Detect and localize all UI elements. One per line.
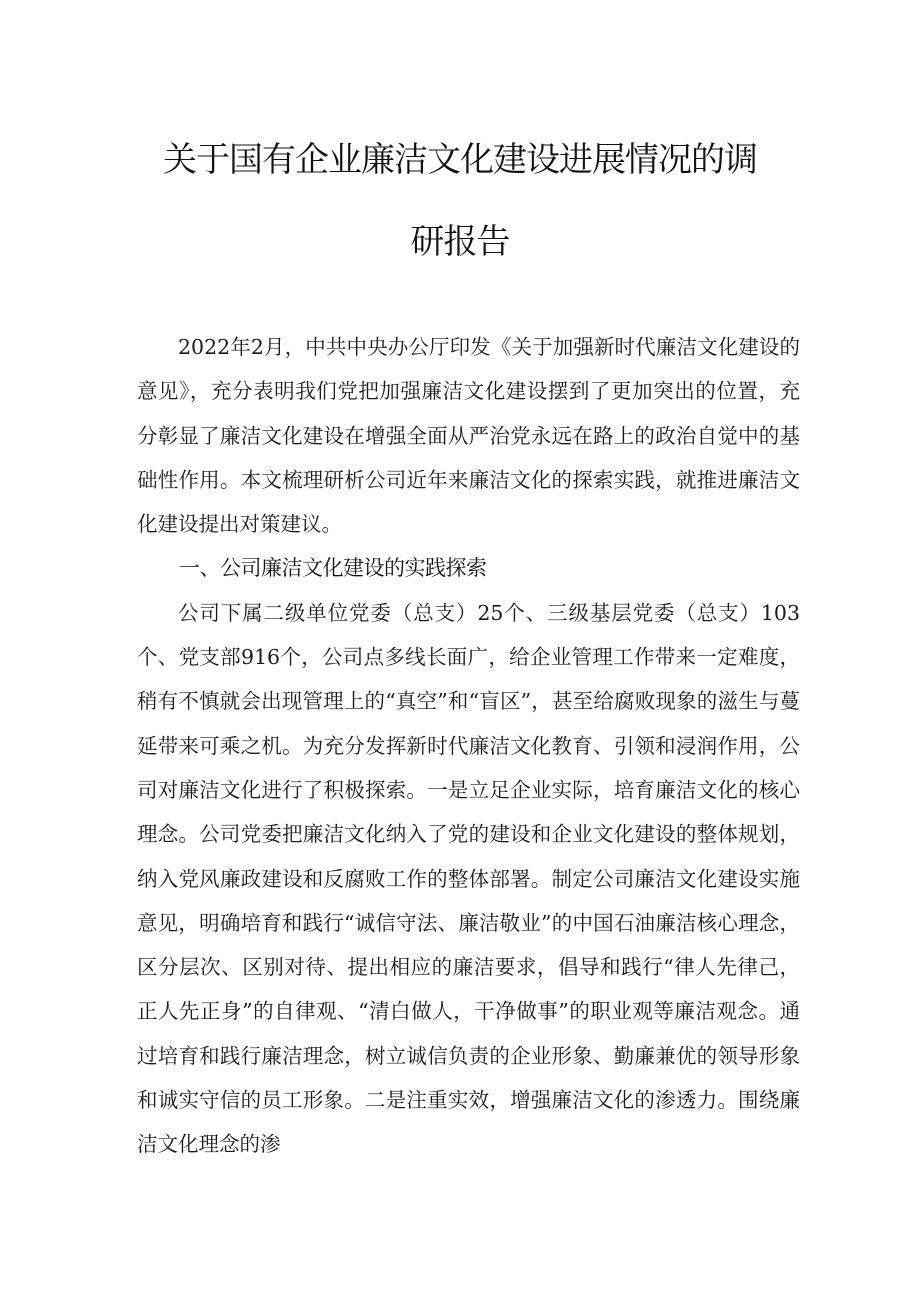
document-body [137, 325, 800, 1167]
document-title-line-2: 研报告 [410, 222, 510, 262]
section-heading: 一、公司廉洁文化建设的实践探索 [179, 556, 487, 581]
document-title-line-1: 关于国有企业廉洁文化建设进展情况的调 [163, 140, 757, 180]
intro-paragraph: 2022年2月，中共中央办公厅印发《关于加强新时代廉洁文化建设的意见》，充分表明我们党把加强廉洁文化建设摆到了更加突出的位置，充分彰显了廉洁文化建设在增强全面从严治党永远在路上的政治自觉中的基础性作用。本文梳理研析公司近年来廉洁文化的探索实践，就推进廉洁文化建设提出对策建议。 [137, 335, 800, 537]
section-paragraph: 公司下属二级单位党委（总支）25个、三级基层党委（总支）103个、党支部916个，公司点多线长面广，给企业管理工作带来一定难度，稍有不慎就会出现管理上的“真空”和“盲区”，甚至给腐败现象的滋生与蔓延带来可乘之机。为充分发挥新时代廉洁文化教育、引领和浸润作用，公司对廉洁文化进行了积极探索。一是立足企业实际，培育廉洁文化的核心理念。公司党委把廉洁文化纳入了党的建设和企业文化建设的整体规划，纳入党风廉政建设和反腐败工作的整体部署。制定公司廉洁文化建设实施意见，明确培育和践行“诚信守法、廉洁敬业”的中国石油廉洁核心理念，区分层次、区别对待、提出相应的廉洁要求，倡导和践行“律人先律己，正人先正身”的自律观、“清白做人，干净做事”的职业观等廉洁观念。通过培育和践行廉洁理念，树立诚信负责的企业形象、勤廉兼优的领导形象和诚实守信的员工形象。二是注重实效，增强廉洁文化的渗透力。围绕廉洁文化理念的渗 [137, 600, 800, 1157]
